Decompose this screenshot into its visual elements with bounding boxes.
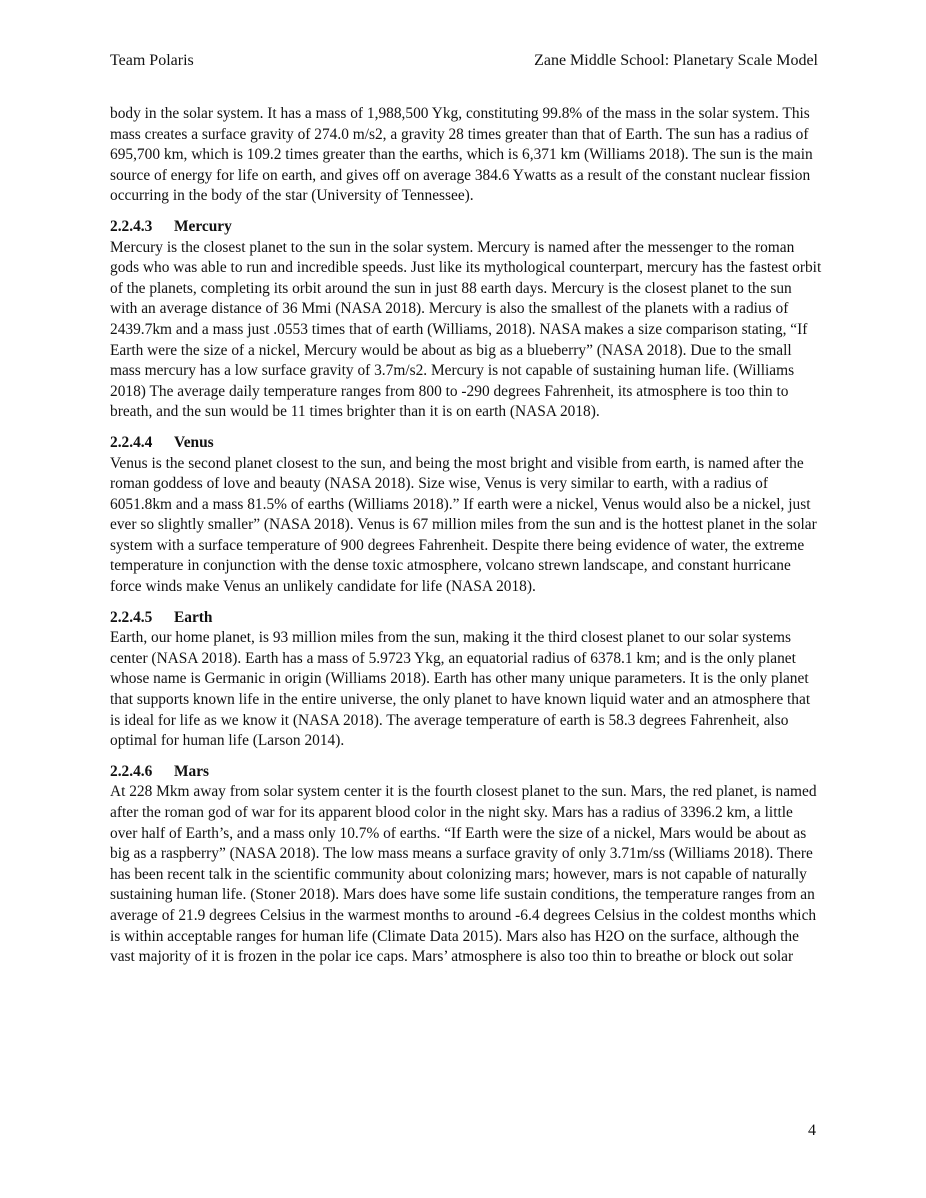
section-venus	[110, 433, 822, 598]
section-mercury	[110, 217, 822, 423]
section-body: At 228 Mkm away from solar system center it is the fourth closest planet to the sun. Mars, the red planet, is named after the roman god of war for its apparent blood color in the night sky. Mars has a radius of 3396.2 km, a little over half of Earth’s, and a mass only 10.7% of earths. “If Earth were the size of a nickel, Mars would be about as big as a raspberry” (NASA 2018). The low mass means a surface gravity of only 3.71m/ss (Williams 2018). There has been recent talk in the scientific community about colonizing mars; however, mars is not capable of naturally sustaining human life. (Stoner 2018). Mars does have some life sustain conditions, the temperature ranges from an average of 21.9 degrees Celsius in the warmest months to around -6.4 degrees Celsius in the coldest months which is within acceptable ranges for human life (Climate Data 2015). Mars also has H2O on the surface, although the vast majority of it is frozen in the polar ice caps. Mars’ atmosphere is also too thin to breathe or block out solar	[110, 783, 817, 966]
section-body: Earth, our home planet, is 93 million miles from the sun, making it the third closest planet to our solar systems center (NASA 2018). Earth has a mass of 5.9723 Ykg, an equatorial radius of 6378.1 km; and is the only planet whose name is Germanic in origin (Williams 2018). Earth has other many unique parameters. It is the only planet that supports known life in the entire universe, the only planet to have known liquid water and an atmosphere that is ideal for life as we know it (NASA 2018). The average temperature of earth is 58.3 degrees Fahrenheit, also optimal for human life (Larson 2014).	[110, 629, 811, 750]
section-heading	[110, 217, 822, 238]
section-title: Venus	[174, 433, 214, 451]
section-mars	[110, 762, 822, 968]
header-document-title: Zane Middle School: Planetary Scale Model	[534, 52, 818, 69]
section-earth	[110, 608, 822, 752]
section-heading	[110, 762, 822, 783]
intro-paragraph: body in the solar system. It has a mass of 1,988,500 Ykg, constituting 99.8% of the mass in the solar system. This mass creates a surface gravity of 274.0 m/s2, a gravity 28 times greater than that of Earth. The sun has a radius of 695,700 km, which is 109.2 times greater than the earths, which is 6,371 km (Williams 2018). The sun is the main source of energy for life on earth, and gives off on average 384.6 Ywatts as a result of the constant nuclear fission occurring in the body of the star (University of Tennessee).	[110, 105, 813, 205]
section-number: 2.2.4.5	[110, 608, 153, 626]
document-body	[110, 104, 822, 968]
section-title: Mars	[174, 762, 210, 780]
section-title: Earth	[174, 608, 213, 626]
section-number: 2.2.4.3	[110, 217, 153, 235]
header-team-name: Team Polaris	[110, 52, 194, 69]
section-body: Venus is the second planet closest to the sun, and being the most bright and visible from earth, is named after the roman goddess of love and beauty (NASA 2018). Size wise, Venus is very similar to earth, with a radius of 6051.8km and a mass 81.5% of earths (Williams 2018).” If earth were a nickel, Venus would also be a nickel, just ever so slightly smaller” (NASA 2018). Venus is 67 million miles from the sun and is the hottest planet in the solar system with a surface temperature of 900 degrees Fahrenheit. Despite there being evidence of water, the extreme temperature in conjunction with the dense toxic atmosphere, volcano strewn landscape, and constant hurricane force winds make Venus an unlikely candidate for life (NASA 2018).	[110, 454, 817, 596]
section-heading	[110, 433, 822, 454]
section-number: 2.2.4.4	[110, 433, 153, 451]
section-body: Mercury is the closest planet to the sun in the solar system. Mercury is named after the messenger to the roman gods who was able to run and incredible speeds. Just like its mythological counterpart, mercury has the fastest orbit of the planets, completing its orbit around the sun in just 88 earth days. Mercury is the closest planet to the sun with an average distance of 36 Mmi (NASA 2018). Mercury is also the smallest of the planets with a radius of 2439.7km and a mass just .0553 times that of earth (Williams, 2018). NASA makes a size comparison stating, “If Earth were the size of a nickel, Mercury would be about as big as a blueberry” (NASA 2018). Due to the small mass mercury has a low surface gravity of 3.7m/s2. Mercury is not capable of sustaining human life. (Williams 2018) The average daily temperature ranges from 800 to -290 degrees Fahrenheit, its atmosphere is too thin to breath, and the sun would be 11 times brighter than it is on earth (NASA 2018).	[110, 238, 822, 421]
page-header	[110, 52, 818, 76]
section-heading	[110, 608, 822, 629]
page-number: 4	[808, 1122, 816, 1139]
section-title: Mercury	[174, 217, 232, 235]
section-number: 2.2.4.6	[110, 762, 153, 780]
